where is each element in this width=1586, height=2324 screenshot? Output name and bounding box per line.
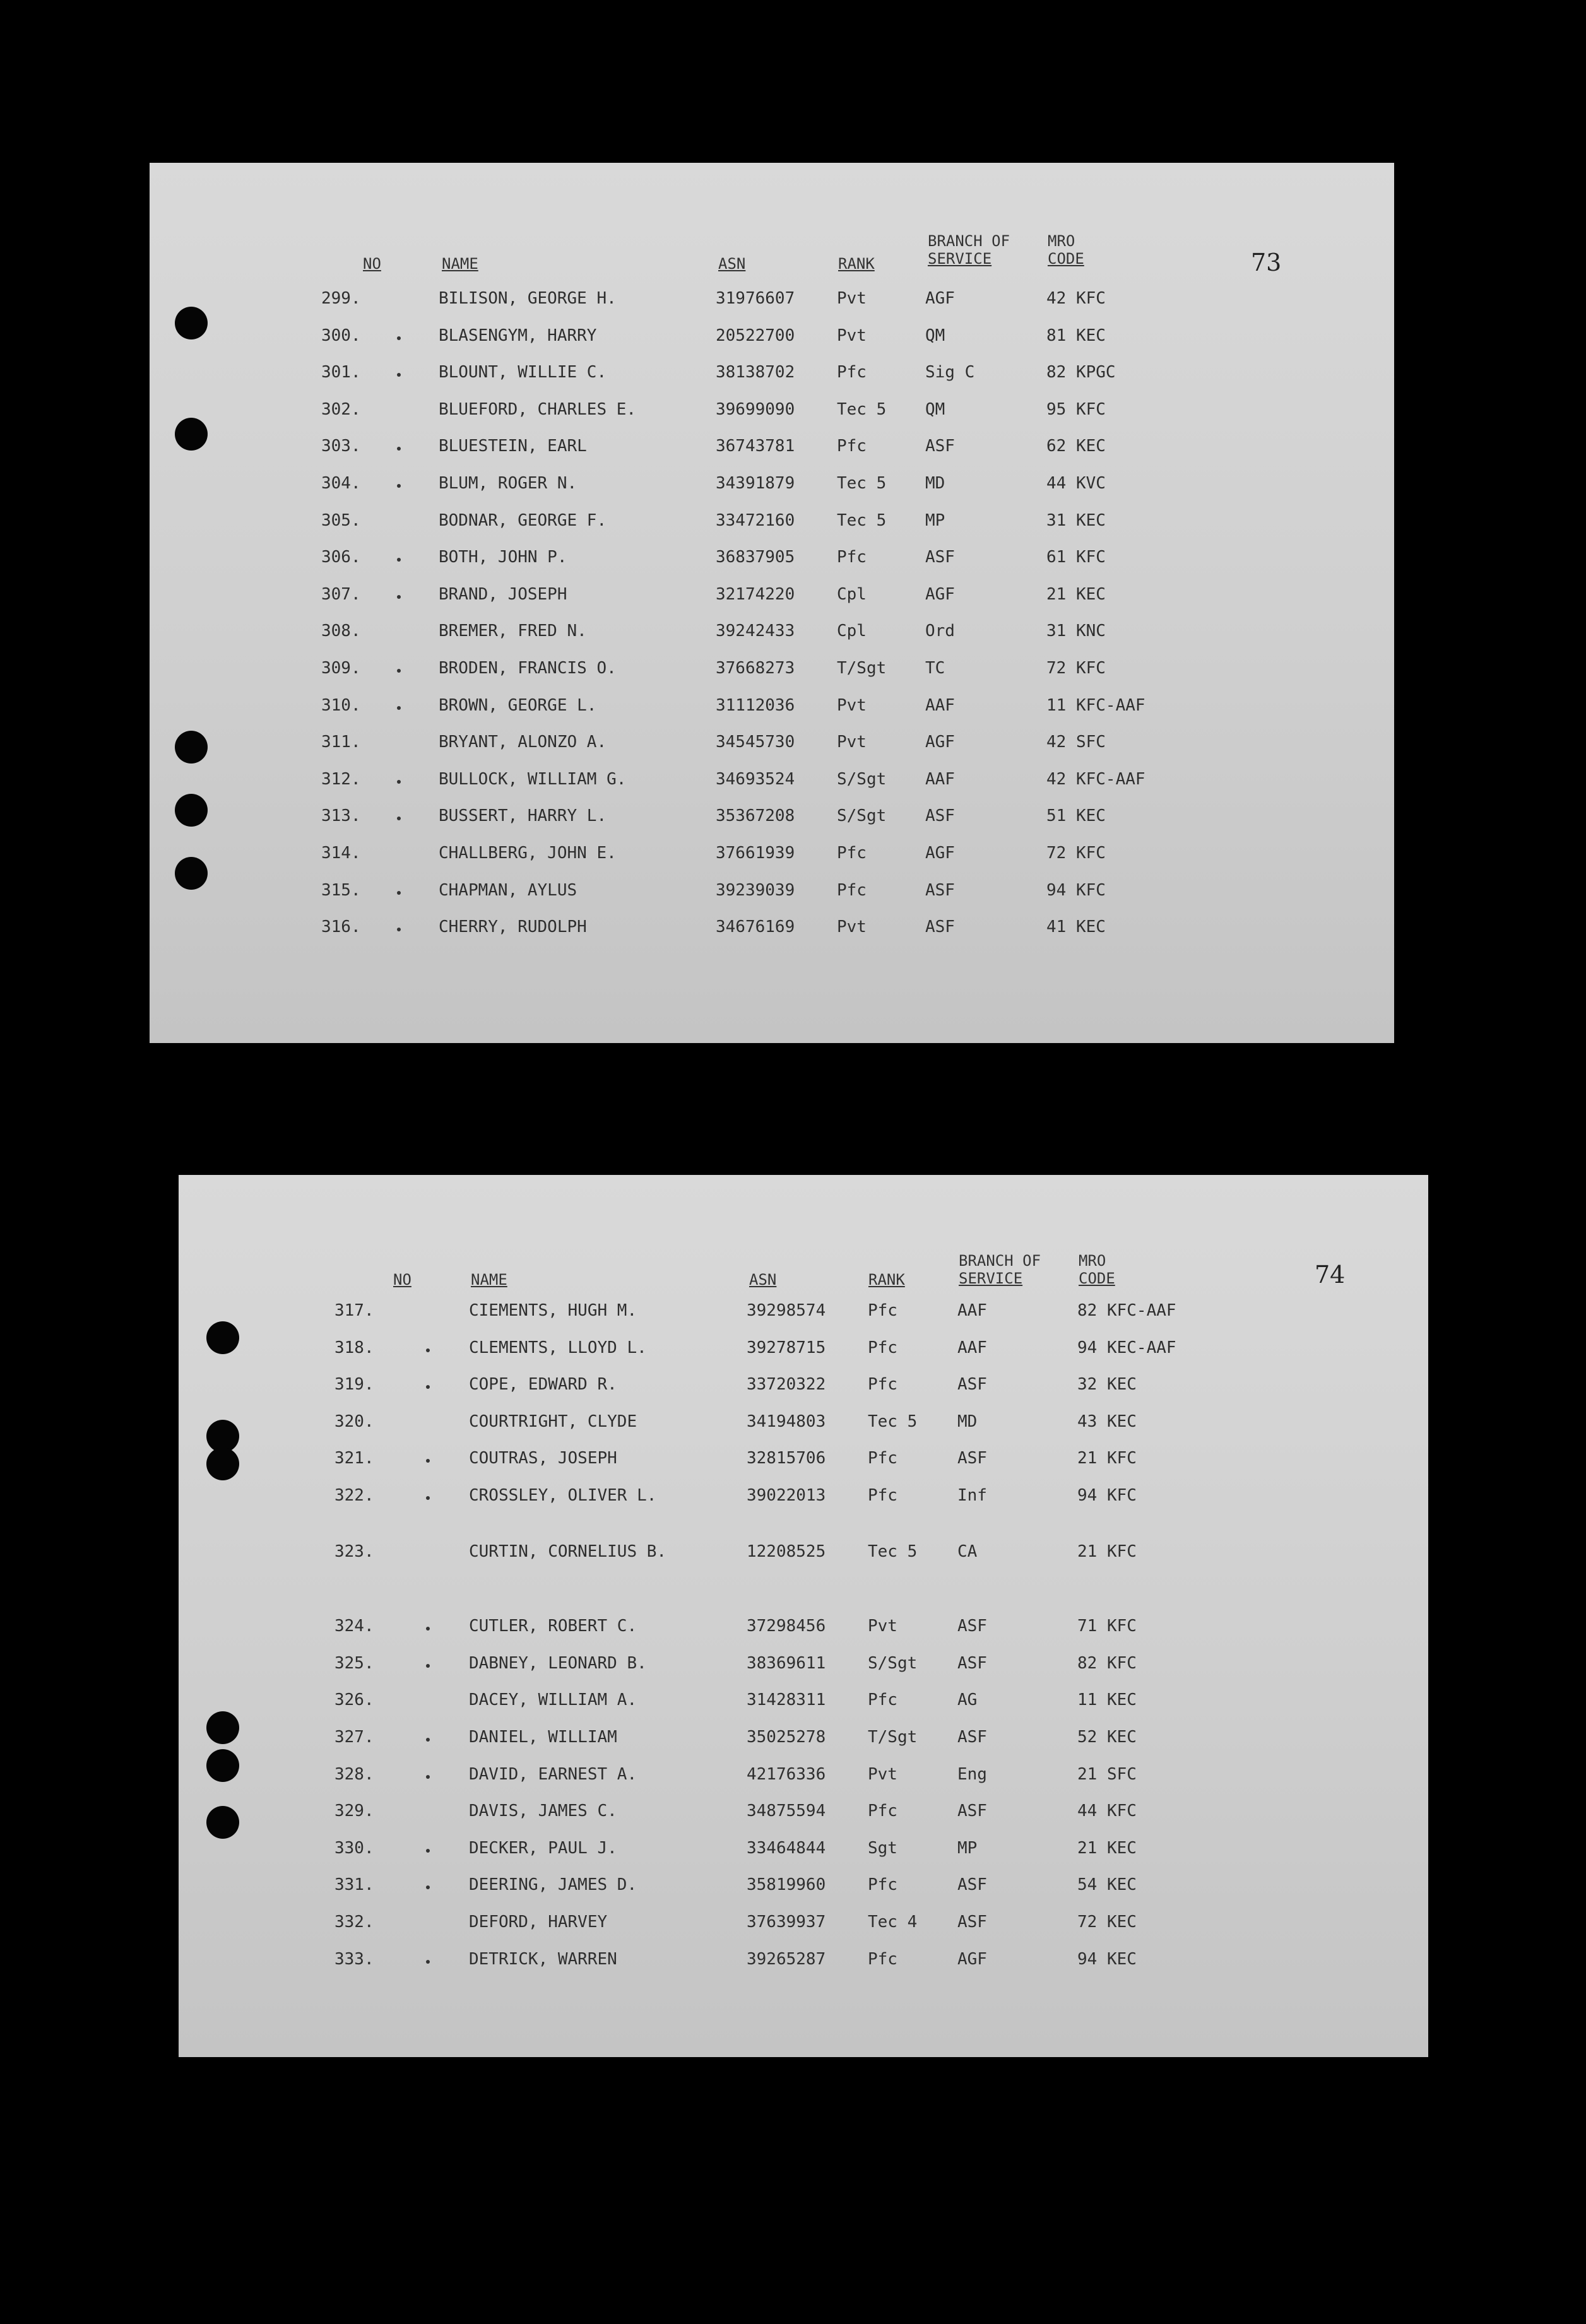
table-row <box>179 1375 1428 1400</box>
cell-mro: 43 KEC <box>1077 1412 1137 1431</box>
cell-rank: Pfc <box>868 1950 897 1969</box>
cell-asn: 35025278 <box>747 1728 826 1747</box>
cell-mro: 61 KFC <box>1046 548 1106 567</box>
table-row <box>179 1913 1428 1938</box>
cell-branch: ASF <box>957 1617 987 1636</box>
cell-asn: 34875594 <box>747 1802 826 1820</box>
cell-name: CLEMENTS, LLOYD L. <box>469 1338 647 1357</box>
cell-asn: 39265287 <box>747 1950 826 1969</box>
cell-no: 313. <box>321 806 361 825</box>
cell-branch: ASF <box>925 917 955 936</box>
header-branch-line1: BRANCH OF <box>959 1252 1041 1270</box>
cell-no: 330. <box>334 1839 374 1858</box>
cell-mro: 52 KEC <box>1077 1728 1137 1747</box>
cell-mro: 72 KFC <box>1046 844 1106 863</box>
cell-no: 323. <box>334 1542 374 1561</box>
tick-mark <box>397 817 401 820</box>
cell-rank: Pvt <box>837 696 867 715</box>
header-rank: RANK <box>868 1271 905 1289</box>
cell-asn: 39699090 <box>716 400 795 419</box>
cell-no: 306. <box>321 548 361 567</box>
cell-mro: 95 KFC <box>1046 400 1106 419</box>
table-row <box>150 806 1394 832</box>
cell-no: 309. <box>321 659 361 678</box>
cell-name: BODNAR, GEORGE F. <box>439 511 607 530</box>
cell-name: CHAPMAN, AYLUS <box>439 881 577 900</box>
cell-name: BRODEN, FRANCIS O. <box>439 659 617 678</box>
cell-no: 321. <box>334 1449 374 1468</box>
cell-name: BLUEFORD, CHARLES E. <box>439 400 637 419</box>
header-no: NO <box>363 255 381 273</box>
cell-rank: S/Sgt <box>868 1654 918 1673</box>
cell-asn: 33464844 <box>747 1839 826 1858</box>
cell-name: DEERING, JAMES D. <box>469 1875 637 1894</box>
tick-mark <box>397 669 401 673</box>
cell-branch: AAF <box>925 770 955 789</box>
tick-mark <box>426 1348 430 1352</box>
cell-branch: ASF <box>957 1654 987 1673</box>
cell-rank: Tec 5 <box>837 400 887 419</box>
table-row <box>150 326 1394 351</box>
table-row <box>179 1728 1428 1753</box>
header-no: NO <box>393 1271 411 1289</box>
cell-branch: ASF <box>957 1875 987 1894</box>
cell-rank: S/Sgt <box>837 806 887 825</box>
cell-name: DANIEL, WILLIAM <box>469 1728 617 1747</box>
cell-asn: 33472160 <box>716 511 795 530</box>
cell-rank: Pfc <box>868 1301 897 1320</box>
cell-mro: 42 KFC-AAF <box>1046 770 1145 789</box>
table-row <box>150 622 1394 647</box>
cell-rank: Pfc <box>837 363 867 382</box>
header-branch-line2: SERVICE <box>959 1270 1023 1287</box>
cell-no: 318. <box>334 1338 374 1357</box>
cell-rank: Pfc <box>868 1802 897 1820</box>
cell-no: 310. <box>321 696 361 715</box>
cell-branch: AGF <box>957 1950 987 1969</box>
cell-mro: 21 SFC <box>1077 1765 1137 1784</box>
tick-mark <box>426 1849 430 1853</box>
cell-name: CHERRY, RUDOLPH <box>439 917 587 936</box>
table-row <box>150 437 1394 462</box>
cell-name: BUSSERT, HARRY L. <box>439 806 607 825</box>
cell-rank: Pfc <box>868 1875 897 1894</box>
cell-branch: AGF <box>925 585 955 604</box>
cell-name: DETRICK, WARREN <box>469 1950 617 1969</box>
cell-name: DECKER, PAUL J. <box>469 1839 617 1858</box>
table-row <box>179 1875 1428 1901</box>
cell-rank: Tec 5 <box>868 1542 918 1561</box>
cell-name: COPE, EDWARD R. <box>469 1375 617 1394</box>
cell-branch: Ord <box>925 622 955 640</box>
cell-name: CIEMENTS, HUGH M. <box>469 1301 637 1320</box>
cell-name: CHALLBERG, JOHN E. <box>439 844 617 863</box>
cell-name: COUTRAS, JOSEPH <box>469 1449 617 1468</box>
header-mro-line2: CODE <box>1079 1270 1115 1287</box>
tick-mark <box>397 891 401 895</box>
tick-mark <box>426 1459 430 1463</box>
cell-mro: 11 KEC <box>1077 1690 1137 1709</box>
header-name: NAME <box>471 1271 507 1289</box>
table-row <box>150 659 1394 684</box>
cell-branch: ASF <box>957 1728 987 1747</box>
cell-no: 305. <box>321 511 361 530</box>
table-row <box>179 1449 1428 1474</box>
cell-asn: 38369611 <box>747 1654 826 1673</box>
cell-no: 325. <box>334 1654 374 1673</box>
header-rank: RANK <box>838 255 875 273</box>
table-row <box>179 1654 1428 1679</box>
cell-no: 314. <box>321 844 361 863</box>
cell-rank: Pfc <box>868 1375 897 1394</box>
cell-mro: 44 KVC <box>1046 474 1106 493</box>
cell-rank: T/Sgt <box>868 1728 918 1747</box>
cell-rank: Pfc <box>868 1338 897 1357</box>
cell-branch: ASF <box>925 548 955 567</box>
cell-name: DEFORD, HARVEY <box>469 1913 608 1932</box>
cell-name: DAVID, EARNEST A. <box>469 1765 637 1784</box>
cell-mro: 44 KFC <box>1077 1802 1137 1820</box>
header-mro-line2: CODE <box>1048 250 1084 268</box>
cell-mro: 21 KFC <box>1077 1542 1137 1561</box>
cell-mro: 82 KPGC <box>1046 363 1116 382</box>
table-row <box>150 733 1394 758</box>
table-row <box>150 363 1394 388</box>
cell-asn: 34693524 <box>716 770 795 789</box>
cell-mro: 21 KFC <box>1077 1449 1137 1468</box>
cell-mro: 94 KEC-AAF <box>1077 1338 1176 1357</box>
cell-mro: 51 KEC <box>1046 806 1106 825</box>
tick-mark <box>397 595 401 599</box>
cell-name: CROSSLEY, OLIVER L. <box>469 1486 657 1505</box>
cell-rank: Pvt <box>868 1765 897 1784</box>
cell-no: 322. <box>334 1486 374 1505</box>
cell-branch: ASF <box>925 881 955 900</box>
tick-mark <box>397 558 401 562</box>
cell-branch: MD <box>957 1412 978 1431</box>
cell-branch: Sig C <box>925 363 975 382</box>
cell-rank: Pfc <box>837 437 867 456</box>
header-asn: ASN <box>749 1271 777 1289</box>
tick-mark <box>426 1775 430 1779</box>
cell-branch: AG <box>957 1690 978 1709</box>
cell-branch: Inf <box>957 1486 987 1505</box>
table-row <box>179 1950 1428 1975</box>
cell-name: CURTIN, CORNELIUS B. <box>469 1542 667 1561</box>
cell-rank: Pfc <box>868 1449 897 1468</box>
table-row <box>179 1412 1428 1437</box>
cell-no: 302. <box>321 400 361 419</box>
table-row <box>179 1690 1428 1716</box>
cell-rank: Pfc <box>837 548 867 567</box>
cell-no: 312. <box>321 770 361 789</box>
cell-branch: AGF <box>925 733 955 752</box>
cell-mro: 54 KEC <box>1077 1875 1137 1894</box>
cell-branch: ASF <box>925 437 955 456</box>
header-mro-line1: MRO <box>1048 232 1075 250</box>
cell-asn: 31112036 <box>716 696 795 715</box>
cell-no: 308. <box>321 622 361 640</box>
cell-no: 304. <box>321 474 361 493</box>
header-name: NAME <box>442 255 478 273</box>
table-row <box>179 1301 1428 1326</box>
header-branch-line1: BRANCH OF <box>928 232 1010 250</box>
cell-asn: 39022013 <box>747 1486 826 1505</box>
table-row <box>150 917 1394 943</box>
table-row <box>150 289 1394 314</box>
cell-asn: 39242433 <box>716 622 795 640</box>
cell-mro: 82 KFC <box>1077 1654 1137 1673</box>
tick-mark <box>426 1496 430 1500</box>
cell-name: BLUM, ROGER N. <box>439 474 577 493</box>
cell-asn: 32174220 <box>716 585 795 604</box>
cell-rank: Tec 5 <box>837 511 887 530</box>
table-row <box>179 1542 1428 1567</box>
cell-mro: 62 KEC <box>1046 437 1106 456</box>
cell-rank: Pvt <box>868 1617 897 1636</box>
cell-mro: 81 KEC <box>1046 326 1106 345</box>
cell-mro: 42 KFC <box>1046 289 1106 308</box>
cell-rank: Pfc <box>868 1486 897 1505</box>
table-row <box>179 1839 1428 1864</box>
tick-mark <box>397 706 401 710</box>
cell-branch: AGF <box>925 844 955 863</box>
table-row <box>150 585 1394 610</box>
cell-no: 329. <box>334 1802 374 1820</box>
table-row <box>150 844 1394 869</box>
tick-mark <box>426 1385 430 1389</box>
header-asn: ASN <box>718 255 746 273</box>
cell-mro: 21 KEC <box>1046 585 1106 604</box>
cell-no: 307. <box>321 585 361 604</box>
cell-name: BROWN, GEORGE L. <box>439 696 597 715</box>
cell-no: 311. <box>321 733 361 752</box>
cell-asn: 34194803 <box>747 1412 826 1431</box>
table-row <box>179 1802 1428 1827</box>
cell-rank: Tec 5 <box>837 474 887 493</box>
table-row <box>150 881 1394 906</box>
cell-mro: 94 KEC <box>1077 1950 1137 1969</box>
cell-rank: Pvt <box>837 917 867 936</box>
cell-rank: Sgt <box>868 1839 897 1858</box>
table-row <box>150 511 1394 536</box>
tick-mark <box>397 928 401 931</box>
table-row <box>179 1765 1428 1790</box>
cell-asn: 37661939 <box>716 844 795 863</box>
cell-asn: 35819960 <box>747 1875 826 1894</box>
cell-mro: 72 KEC <box>1077 1913 1137 1932</box>
cell-mro: 41 KEC <box>1046 917 1106 936</box>
tick-mark <box>397 373 401 377</box>
tick-mark <box>426 1627 430 1631</box>
tick-mark <box>397 484 401 488</box>
cell-asn: 34391879 <box>716 474 795 493</box>
cell-no: 332. <box>334 1913 374 1932</box>
cell-branch: CA <box>957 1542 978 1561</box>
cell-no: 324. <box>334 1617 374 1636</box>
cell-mro: 71 KFC <box>1077 1617 1137 1636</box>
cell-asn: 37639937 <box>747 1913 826 1932</box>
cell-rank: Pfc <box>837 881 867 900</box>
page-number: 74 <box>1315 1261 1346 1289</box>
table-row <box>179 1617 1428 1642</box>
table-row <box>179 1338 1428 1364</box>
cell-branch: Eng <box>957 1765 987 1784</box>
cell-mro: 31 KEC <box>1046 511 1106 530</box>
cell-mro: 42 SFC <box>1046 733 1106 752</box>
cell-name: BULLOCK, WILLIAM G. <box>439 770 627 789</box>
table-row <box>150 770 1394 795</box>
cell-branch: TC <box>925 659 945 678</box>
cell-mro: 82 KFC-AAF <box>1077 1301 1176 1320</box>
cell-no: 303. <box>321 437 361 456</box>
table-row <box>179 1486 1428 1511</box>
cell-name: BRYANT, ALONZO A. <box>439 733 607 752</box>
tick-mark <box>397 336 401 340</box>
cell-asn: 39298574 <box>747 1301 826 1320</box>
cell-branch: ASF <box>957 1375 987 1394</box>
page-number: 73 <box>1251 249 1282 276</box>
header-mro-line1: MRO <box>1079 1252 1106 1270</box>
cell-branch: ASF <box>957 1449 987 1468</box>
cell-asn: 34676169 <box>716 917 795 936</box>
cell-rank: Pvt <box>837 326 867 345</box>
cell-name: BLASENGYM, HARRY <box>439 326 597 345</box>
cell-branch: QM <box>925 326 945 345</box>
cell-rank: Cpl <box>837 585 867 604</box>
cell-no: 331. <box>334 1875 374 1894</box>
cell-no: 316. <box>321 917 361 936</box>
cell-asn: 31976607 <box>716 289 795 308</box>
roster-page-74 <box>179 1175 1428 2057</box>
cell-branch: AAF <box>957 1301 987 1320</box>
table-row <box>150 696 1394 721</box>
cell-name: DAVIS, JAMES C. <box>469 1802 617 1820</box>
cell-no: 320. <box>334 1412 374 1431</box>
cell-asn: 37298456 <box>747 1617 826 1636</box>
tick-mark <box>397 447 401 451</box>
cell-branch: AAF <box>957 1338 987 1357</box>
cell-branch: MP <box>925 511 945 530</box>
tick-mark <box>426 1738 430 1742</box>
cell-rank: Pfc <box>868 1690 897 1709</box>
tick-mark <box>426 1885 430 1889</box>
cell-branch: MP <box>957 1839 978 1858</box>
cell-name: DACEY, WILLIAM A. <box>469 1690 637 1709</box>
cell-name: BILISON, GEORGE H. <box>439 289 617 308</box>
cell-name: BLOUNT, WILLIE C. <box>439 363 607 382</box>
cell-rank: S/Sgt <box>837 770 887 789</box>
cell-branch: QM <box>925 400 945 419</box>
cell-asn: 31428311 <box>747 1690 826 1709</box>
cell-no: 317. <box>334 1301 374 1320</box>
tick-mark <box>426 1960 430 1964</box>
cell-branch: ASF <box>957 1802 987 1820</box>
cell-asn: 42176336 <box>747 1765 826 1784</box>
cell-rank: Pvt <box>837 289 867 308</box>
cell-no: 319. <box>334 1375 374 1394</box>
cell-branch: AGF <box>925 289 955 308</box>
cell-branch: AAF <box>925 696 955 715</box>
cell-branch: ASF <box>925 806 955 825</box>
cell-asn: 20522700 <box>716 326 795 345</box>
cell-rank: T/Sgt <box>837 659 887 678</box>
cell-name: COURTRIGHT, CLYDE <box>469 1412 637 1431</box>
cell-no: 315. <box>321 881 361 900</box>
cell-mro: 11 KFC-AAF <box>1046 696 1145 715</box>
cell-no: 299. <box>321 289 361 308</box>
table-row <box>150 548 1394 573</box>
cell-asn: 36743781 <box>716 437 795 456</box>
cell-mro: 94 KFC <box>1046 881 1106 900</box>
cell-rank: Pfc <box>837 844 867 863</box>
cell-no: 333. <box>334 1950 374 1969</box>
cell-asn: 32815706 <box>747 1449 826 1468</box>
cell-mro: 21 KEC <box>1077 1839 1137 1858</box>
cell-mro: 31 KNC <box>1046 622 1106 640</box>
cell-name: CUTLER, ROBERT C. <box>469 1617 637 1636</box>
cell-name: BREMER, FRED N. <box>439 622 587 640</box>
cell-asn: 33720322 <box>747 1375 826 1394</box>
cell-asn: 37668273 <box>716 659 795 678</box>
cell-name: DABNEY, LEONARD B. <box>469 1654 647 1673</box>
cell-branch: ASF <box>957 1913 987 1932</box>
cell-asn: 39239039 <box>716 881 795 900</box>
cell-asn: 34545730 <box>716 733 795 752</box>
cell-rank: Pvt <box>837 733 867 752</box>
cell-mro: 94 KFC <box>1077 1486 1137 1505</box>
cell-no: 301. <box>321 363 361 382</box>
cell-name: BOTH, JOHN P. <box>439 548 567 567</box>
table-row <box>150 400 1394 425</box>
cell-asn: 38138702 <box>716 363 795 382</box>
cell-name: BLUESTEIN, EARL <box>439 437 587 456</box>
cell-no: 328. <box>334 1765 374 1784</box>
table-row <box>150 474 1394 499</box>
cell-rank: Tec 5 <box>868 1412 918 1431</box>
tick-mark <box>397 780 401 784</box>
tick-mark <box>426 1664 430 1668</box>
header-branch-line2: SERVICE <box>928 250 992 268</box>
cell-asn: 35367208 <box>716 806 795 825</box>
cell-rank: Cpl <box>837 622 867 640</box>
cell-branch: MD <box>925 474 945 493</box>
cell-asn: 12208525 <box>747 1542 826 1561</box>
cell-mro: 72 KFC <box>1046 659 1106 678</box>
cell-rank: Tec 4 <box>868 1913 918 1932</box>
cell-asn: 39278715 <box>747 1338 826 1357</box>
cell-no: 300. <box>321 326 361 345</box>
roster-page-73 <box>150 163 1394 1043</box>
cell-asn: 36837905 <box>716 548 795 567</box>
cell-no: 327. <box>334 1728 374 1747</box>
cell-no: 326. <box>334 1690 374 1709</box>
cell-mro: 32 KEC <box>1077 1375 1137 1394</box>
cell-name: BRAND, JOSEPH <box>439 585 567 604</box>
